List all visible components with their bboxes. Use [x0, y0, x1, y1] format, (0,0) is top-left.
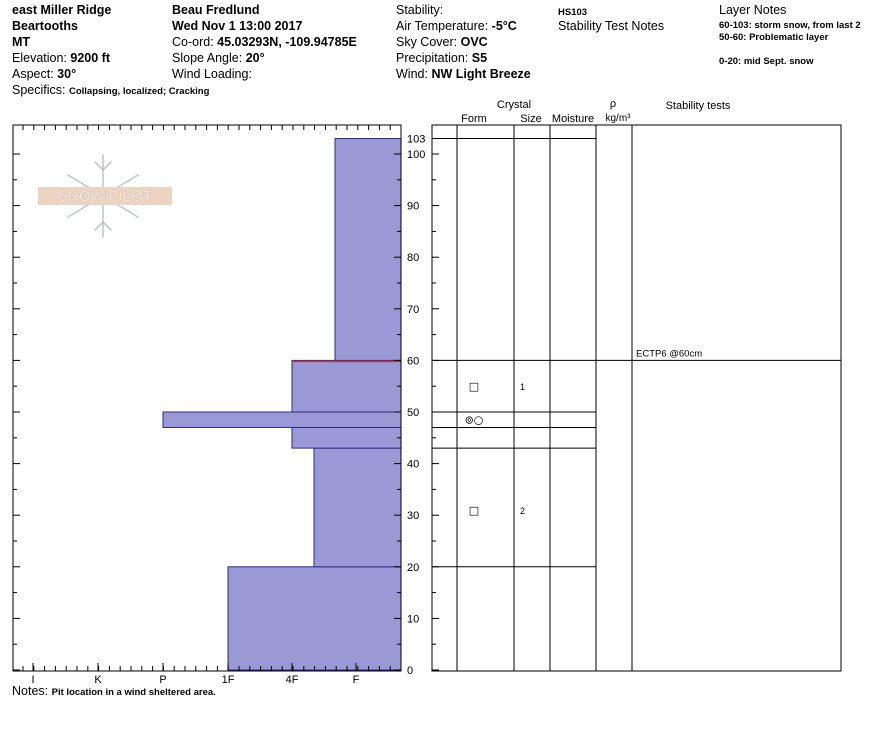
precip-label: Precipitation: — [396, 51, 469, 65]
aspect-label: Aspect: — [12, 67, 54, 81]
hardness-bar — [335, 139, 401, 361]
x-tick-label: I — [31, 674, 35, 686]
aspect-value: 30° — [57, 67, 77, 81]
hardness-bar — [163, 412, 401, 427]
y-tick-label: 103 — [407, 133, 426, 146]
layer-table-frame — [432, 125, 841, 671]
wind-loading-label: Wind Loading: — [172, 67, 252, 81]
air-temp-value: -5°C — [491, 19, 517, 33]
slope-label: Slope Angle: — [172, 51, 243, 65]
sky-value: OVC — [460, 35, 488, 49]
x-tick-label: 1F — [221, 674, 235, 686]
header-stability-tests: Stability tests — [665, 100, 731, 112]
coord-value: 45.03293N, -109.94785E — [217, 35, 357, 49]
mountain-range: Beartooths — [12, 19, 78, 33]
y-tick-label: 30 — [407, 510, 420, 523]
layer-note-2: 50-60: Problematic layer — [719, 32, 829, 43]
x-tick-label: K — [94, 674, 102, 686]
sky-label: Sky Cover: — [396, 35, 458, 49]
y-tick-label: 80 — [407, 252, 420, 265]
stability-test-label: ECTP6 @60cm — [636, 348, 703, 360]
header-moisture: Moisture — [551, 113, 595, 125]
snowpilot-logo — [38, 155, 172, 237]
elevation-value: 9200 ft — [70, 51, 110, 65]
wind-value: NW Light Breeze — [431, 67, 531, 81]
header-rho: ρ — [609, 98, 617, 110]
crystal-form-symbol: □ — [468, 504, 480, 518]
coord-label: Co-ord: — [172, 35, 214, 49]
hardness-bar — [228, 567, 401, 670]
specifics-label: Specifics: — [12, 83, 66, 97]
layer-notes-title: Layer Notes — [719, 3, 787, 17]
y-tick-label: 90 — [407, 200, 420, 213]
layer-note-3: 0-20: mid Sept. snow — [719, 56, 814, 67]
x-tick-label: 4F — [285, 674, 299, 686]
y-tick-label: 40 — [407, 458, 420, 471]
hardness-bar — [314, 448, 401, 567]
x-tick-label: P — [159, 674, 167, 686]
y-tick-label: 0 — [407, 665, 414, 677]
stability-test-notes-title: Stability Test Notes — [558, 19, 665, 33]
precip-value: S5 — [471, 51, 488, 65]
y-tick-label: 20 — [407, 561, 420, 574]
crystal-size: 1 — [520, 382, 526, 393]
y-tick-label: 60 — [407, 355, 420, 368]
stability-test-markers — [636, 348, 702, 359]
wind-label: Wind: — [396, 67, 428, 81]
hardness-bar — [292, 360, 401, 412]
air-temp-label: Air Temperature: — [396, 19, 489, 33]
crystal-form-symbol: ⊚○ — [464, 413, 484, 427]
layer-table — [432, 125, 841, 671]
notes-label: Notes: — [12, 684, 49, 698]
x-tick-label: F — [352, 674, 360, 686]
hardness-profile — [163, 139, 401, 670]
y-tick-label: 100 — [407, 149, 426, 161]
total-snow-height: HS103 — [558, 7, 588, 18]
state: MT — [12, 35, 31, 49]
stability-label: Stability: — [396, 3, 444, 17]
pit-notes — [12, 684, 216, 700]
y-tick-label: 50 — [407, 407, 420, 419]
header-crystal: Crystal — [496, 99, 532, 111]
header-form: Form — [461, 113, 487, 125]
header-density-unit: kg/m³ — [605, 113, 631, 124]
observation-datetime: Wed Nov 1 13:00 2017 — [172, 19, 303, 33]
specifics-value: Collapsing, localized; Cracking — [68, 86, 210, 97]
y-tick-label: 10 — [407, 613, 420, 626]
slope-value: 20° — [245, 51, 265, 65]
observer-name: Beau Fredlund — [172, 3, 260, 17]
logo-text: SNOW PILOT — [57, 188, 153, 205]
crystal-size: 2 — [520, 506, 526, 517]
hardness-bar — [292, 427, 401, 448]
y-tick-label: 70 — [407, 303, 420, 316]
notes-value: Pit location in a wind sheltered area. — [51, 687, 216, 698]
layer-note-1: 60-103: storm snow, from last 2 — [719, 20, 861, 31]
location-name: east Miller Ridge — [12, 3, 112, 17]
header-size: Size — [520, 113, 542, 125]
elevation-label: Elevation: — [12, 51, 67, 65]
crystal-form-symbol: □ — [468, 380, 480, 394]
